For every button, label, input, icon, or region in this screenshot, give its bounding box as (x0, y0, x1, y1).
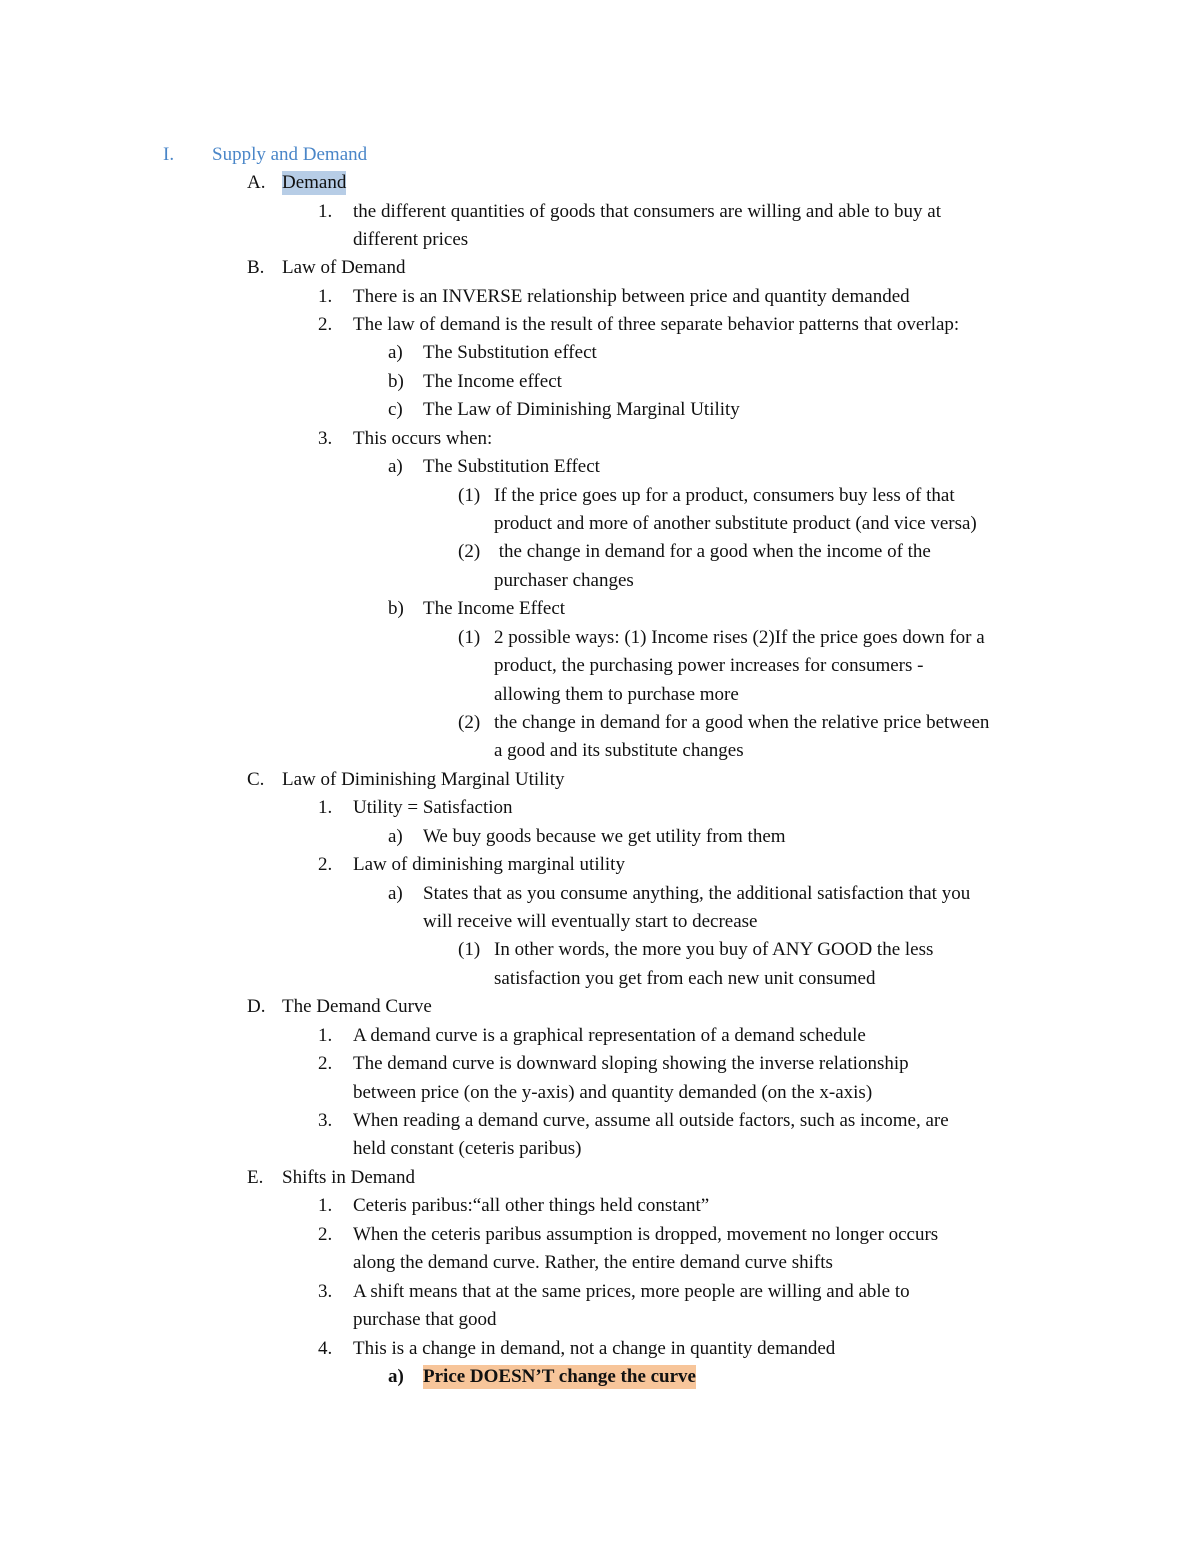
b-item-3-marker: 3. (318, 428, 333, 449)
b-item-2-sub-c-text: The Law of Diminishing Marginal Utility (423, 399, 740, 420)
b-item-3-sub-a-text: The Substitution Effect (423, 456, 600, 477)
e-item-4-line-1: This is a change in demand, not a change in quantity demanded (353, 1338, 836, 1359)
heading-e-marker: E. (247, 1167, 264, 1188)
c-item-2-sub-a-line-2: will receive will eventually start to decrease (423, 911, 758, 932)
e-item-3-line-1: A shift means that at the same prices, more people are willing and able to (353, 1281, 910, 1302)
b3b-point-1-line-1: 2 possible ways: (1) Income rises (2)If the price goes down for a (494, 627, 985, 648)
b-item-3-sub-a-marker: a) (388, 456, 403, 477)
heading-a-marker: A. (247, 172, 266, 193)
b-item-2-sub-c-marker: c) (388, 399, 403, 420)
heading-c-marker: C. (247, 769, 265, 790)
b-item-3-text: This occurs when: (353, 428, 493, 449)
e-item-4-sub-a-marker: a) (388, 1366, 404, 1387)
c-item-2-marker: 2. (318, 854, 333, 875)
e-item-2-line-1: When the ceteris paribus assumption is dropped, movement no longer occurs (353, 1224, 939, 1245)
d-item-1-marker: 1. (318, 1025, 333, 1046)
section-marker: I. (163, 144, 175, 165)
section-title: Supply and Demand (212, 144, 368, 165)
heading-b-marker: B. (247, 257, 265, 278)
heading-c-title: Law of Diminishing Marginal Utility (282, 769, 565, 790)
b-item-2-sub-b-text: The Income effect (423, 371, 562, 392)
b3b-point-1-line-2: product, the purchasing power increases for consumers - (494, 655, 924, 676)
d-item-3-line-2: held constant (ceteris paribus) (353, 1138, 582, 1159)
b3b-point-2-line-1: the change in demand for a good when the relative price between (494, 712, 990, 733)
heading-e-title: Shifts in Demand (282, 1167, 415, 1188)
e-item-2-marker: 2. (318, 1224, 333, 1245)
c-item-1-sub-a-text: We buy goods because we get utility from them (423, 826, 786, 847)
b3a-point-1-line-2: product and more of another substitute product (and vice versa) (494, 513, 977, 534)
heading-d-title: The Demand Curve (282, 996, 432, 1017)
e-item-1-line-1: Ceteris paribus:“all other things held constant” (353, 1195, 710, 1216)
b3a-point-2-line-1: the change in demand for a good when the income of the (494, 541, 931, 562)
c2a-point-1-line-2: satisfaction you get from each new unit consumed (494, 968, 876, 989)
c2a-point-1-marker: (1) (458, 939, 481, 960)
b3b-point-1-line-3: allowing them to purchase more (494, 684, 739, 705)
b3b-point-2-line-2: a good and its substitute changes (494, 740, 744, 761)
b-item-2-sub-a-marker: a) (388, 342, 403, 363)
b-item-1-text: There is an INVERSE relationship between price and quantity demanded (353, 286, 910, 307)
b-item-3-sub-b-text: The Income Effect (423, 598, 566, 619)
b3a-point-1-marker: (1) (458, 485, 481, 506)
d-item-2-line-1: The demand curve is downward sloping showing the inverse relationship (353, 1053, 909, 1074)
e-item-3-line-2: purchase that good (353, 1309, 497, 1330)
d-item-3-marker: 3. (318, 1110, 333, 1131)
b-item-1-marker: 1. (318, 286, 333, 307)
b3b-point-1-marker: (1) (458, 627, 481, 648)
a-item-1-line-1: the different quantities of goods that consumers are willing and able to buy at (353, 201, 941, 222)
c-item-2-sub-a-marker: a) (388, 883, 403, 904)
e-item-2-line-2: along the demand curve. Rather, the entire demand curve shifts (353, 1252, 833, 1273)
a-item-1-marker: 1. (318, 201, 333, 222)
heading-d-marker: D. (247, 996, 266, 1017)
b3a-point-2-marker: (2) (458, 541, 481, 562)
b-item-2-marker: 2. (318, 314, 333, 335)
b-item-2-sub-b-marker: b) (388, 371, 404, 392)
c-item-1-sub-a-marker: a) (388, 826, 403, 847)
b-item-2-text: The law of demand is the result of three separate behavior patterns that overlap: (353, 314, 960, 335)
c-item-1-marker: 1. (318, 797, 333, 818)
c-item-2-sub-a-line-1: States that as you consume anything, the additional satisfaction that you (423, 883, 971, 904)
e-item-4-marker: 4. (318, 1338, 333, 1359)
b-item-2-sub-a-text: The Substitution effect (423, 342, 597, 363)
heading-b-title: Law of Demand (282, 257, 406, 278)
b3a-point-2-line-2: purchaser changes (494, 570, 634, 591)
b3a-point-1-line-1: If the price goes up for a product, consumers buy less of that (494, 485, 955, 506)
d-item-1-line-1: A demand curve is a graphical representation of a demand schedule (353, 1025, 866, 1046)
b3b-point-2-marker: (2) (458, 712, 481, 733)
e-item-1-marker: 1. (318, 1195, 333, 1216)
d-item-3-line-1: When reading a demand curve, assume all outside factors, such as income, are (353, 1110, 949, 1131)
c2a-point-1-line-1: In other words, the more you buy of ANY GOOD the less (494, 939, 934, 960)
heading-a-title: Demand (282, 172, 347, 193)
c-item-2-text: Law of diminishing marginal utility (353, 854, 625, 875)
e-item-3-marker: 3. (318, 1281, 333, 1302)
d-item-2-marker: 2. (318, 1053, 333, 1074)
b-item-3-sub-b-marker: b) (388, 598, 404, 619)
c-item-1-text: Utility = Satisfaction (353, 797, 513, 818)
a-item-1-line-2: different prices (353, 229, 469, 250)
d-item-2-line-2: between price (on the y-axis) and quantity demanded (on the x-axis) (353, 1082, 873, 1103)
e-item-4-sub-a-text: Price DOESN’T change the curve (423, 1366, 696, 1387)
